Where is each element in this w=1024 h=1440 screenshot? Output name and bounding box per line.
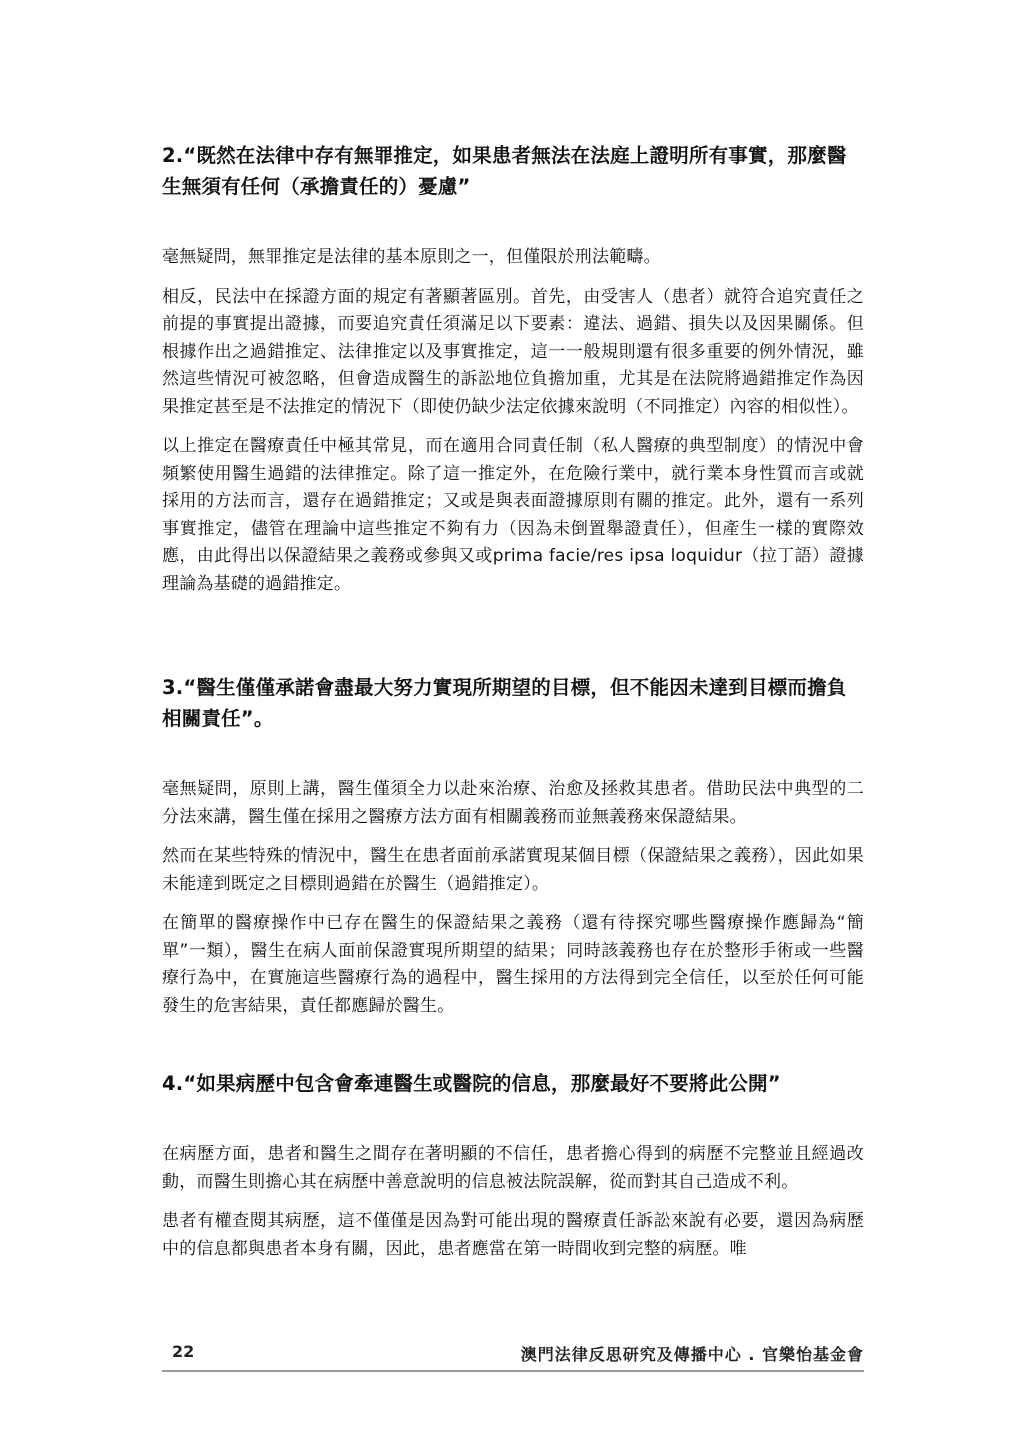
page-number: 22	[172, 1342, 195, 1361]
paragraph: 毫無疑問，無罪推定是法律的基本原則之一，但僅限於刑法範疇。	[162, 247, 661, 267]
paragraph: 在病歷方面，患者和醫生之間存在著明顯的不信任，患者擔心得到的病歷不完整並且經過改動，而醫生則擔心其在病歷中善意說明的信息被法院誤解，從而對其自己造成不利。	[162, 1144, 864, 1192]
paragraph: 相反，民法中在採證方面的規定有著顯著區別。首先，由受害人（患者）就符合追究責任之前提的事實提出證據，而要追究責任須滿足以下要素：違法、過錯、損失以及因果關係。但根據作出之過錯推定、法律推定以及事實推定，這一一般規則還有很多重要的例外情況，雖然這些情況可被忽略，但會造成醫生的訴訟地位負擔加重，尤其是在法院將過錯推定作為因果推定甚至是不法推定的情況下（即使仍缺少法定依據來說明（不同推定）內容的相似性）。	[162, 286, 864, 417]
section-3	[162, 672, 864, 1032]
section-heading: 4.“如果病歷中包含會牽連醫生或醫院的信息，那麼最好不要將此公開”	[162, 1072, 781, 1095]
paragraph: 然而在某些特殊的情況中，醫生在患者面前承諾實現某個目標（保證結果之義務），因此如果未能達到既定之目標則過錯在於醫生（過錯推定）。	[162, 846, 864, 894]
section-heading: 2.“既然在法律中存有無罪推定，如果患者無法在法庭上證明所有事實，那麼醫生無須有任何（承擔責任的）憂慮”	[162, 144, 847, 198]
section-4	[162, 1068, 864, 1275]
footer-organization: 澳門法律反思研究及傳播中心 . 官樂怡基金會	[520, 1345, 864, 1364]
section-heading: 3.“醫生僅僅承諾會盡最大努力實現所期望的目標，但不能因未達到目標而擔負相關責任”。	[162, 676, 847, 730]
paragraph: 毫無疑問，原則上講，醫生僅須全力以赴來治療、治愈及拯救其患者。借助民法中典型的二分法來講，醫生僅在採用之醫療方法方面有相關義務而並無義務來保證結果。	[162, 779, 864, 827]
section-2	[162, 140, 864, 610]
paragraph: 患者有權查閱其病歷，這不僅僅是因為對可能出現的醫療責任訴訟來說有必要，還因為病歷中的信息都與患者本身有關，因此，患者應當在第一時間收到完整的病歷。唯	[162, 1211, 864, 1259]
paragraph: 以上推定在醫療責任中極其常見，而在適用合同責任制（私人醫療的典型制度）的情況中會頻繁使用醫生過錯的法律推定。除了這一推定外，在危險行業中，就行業本身性質而言或就採用的方法而言，還存在過錯推定；又或是與表面證據原則有關的推定。此外，還有一系列事實推定，儘管在理論中這些推定不夠有力（因為未倒置舉證責任），但產生一樣的實際效應，由此得出以保證結果之義務或參與又或prima facie/res ipsa loquidur（拉丁語）證據理論為基礎的過錯推定。	[162, 436, 864, 594]
paragraph: 在簡單的醫療操作中已存在醫生的保證結果之義務（還有待探究哪些醫療操作應歸為“簡單”一類），醫生在病人面前保證實現所期望的結果；同時該義務也存在於整形手術或一些醫療行為中，在實施這些醫療行為的過程中，醫生採用的方法得到完全信任，以至於任何可能發生的危害結果，責任都應歸於醫生。	[162, 913, 864, 1016]
page-footer	[162, 1340, 864, 1372]
